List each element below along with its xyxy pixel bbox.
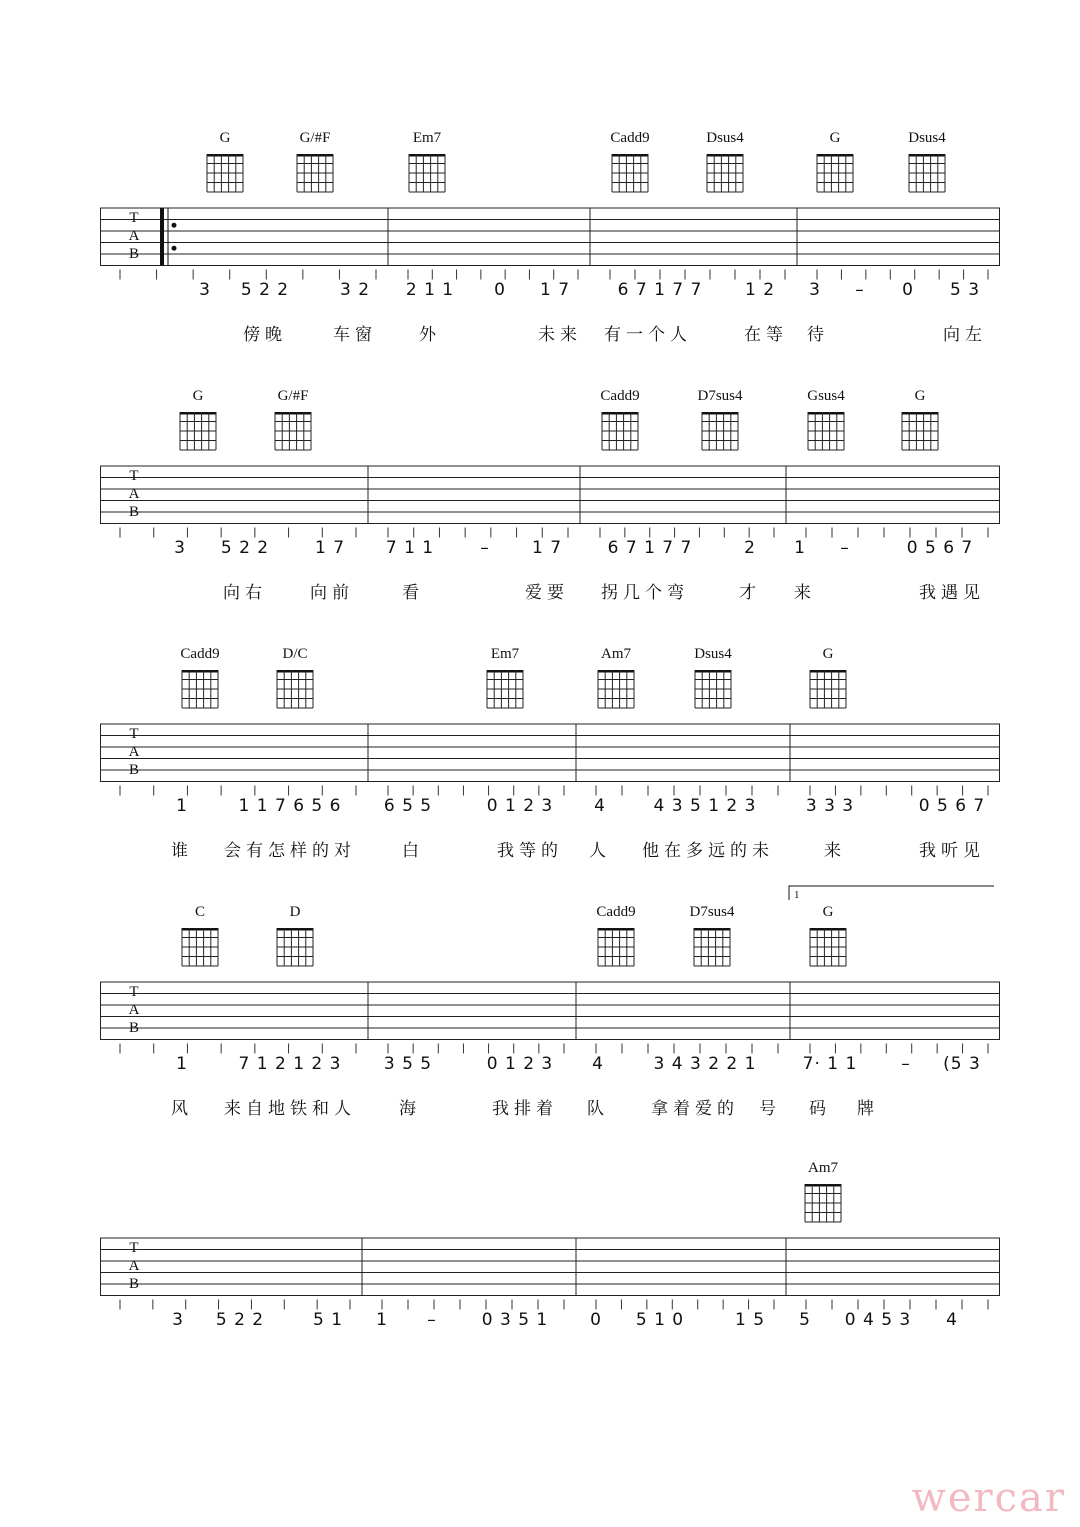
chord-diagram bbox=[798, 646, 858, 710]
jianpu-note: 0 5 6 7 bbox=[906, 538, 974, 558]
chord-diagram bbox=[890, 388, 950, 452]
chord-name: Cadd9 bbox=[600, 388, 640, 404]
jianpu-note: 7 1 2 1 2 3 bbox=[238, 1054, 342, 1074]
chord-grid-icon bbox=[176, 404, 220, 452]
tab-staff bbox=[100, 190, 1000, 290]
jianpu-note: 3 bbox=[172, 1310, 184, 1330]
chord-name: D bbox=[289, 904, 301, 920]
chord-diagram bbox=[170, 646, 230, 710]
chord-name: Dsus4 bbox=[694, 646, 732, 662]
jianpu-line bbox=[100, 1054, 1000, 1082]
lyric: 我排着 bbox=[492, 1099, 558, 1119]
jianpu-note: 3 5 5 bbox=[383, 1054, 433, 1074]
chord-name: Am7 bbox=[808, 1160, 838, 1176]
chord-name: Cadd9 bbox=[180, 646, 220, 662]
tab-clef-letter: B bbox=[128, 762, 140, 778]
jianpu-note: 1 bbox=[376, 1310, 388, 1330]
tab-clef-letter: A bbox=[128, 228, 140, 244]
tab-clef-letter: A bbox=[128, 744, 140, 760]
lyric: 才 bbox=[739, 583, 761, 603]
lyric: 谁 bbox=[171, 841, 193, 861]
lyric: 风 bbox=[171, 1099, 193, 1119]
lyric: 队 bbox=[587, 1099, 609, 1119]
jianpu-note: 5 3 bbox=[949, 280, 981, 300]
system-5 bbox=[100, 1160, 1000, 1410]
lyric: 有一个人 bbox=[604, 325, 692, 345]
chord-grid-icon bbox=[483, 662, 527, 710]
jianpu-note: 3 bbox=[809, 280, 821, 300]
chord-name: G bbox=[192, 388, 204, 404]
jianpu-note: 2 bbox=[744, 538, 756, 558]
jianpu-note: 5 1 0 bbox=[635, 1310, 685, 1330]
chord-grid-icon bbox=[293, 146, 337, 194]
chord-diagram bbox=[285, 130, 345, 194]
chord-grid-icon bbox=[405, 146, 449, 194]
lyric: 车窗 bbox=[333, 325, 377, 345]
chord-grid-icon bbox=[178, 920, 222, 968]
jianpu-note: 7 1 1 bbox=[385, 538, 435, 558]
jianpu-note: 0 bbox=[902, 280, 914, 300]
chord-diagram bbox=[265, 646, 325, 710]
tab-staff bbox=[100, 706, 1000, 806]
chord-grid-icon bbox=[608, 146, 652, 194]
jianpu-note: 3 4 3 2 2 1 bbox=[653, 1054, 757, 1074]
jianpu-note: 5 2 2 bbox=[220, 538, 270, 558]
lyric: 在等 bbox=[744, 325, 788, 345]
tab-clef-letter: A bbox=[128, 1258, 140, 1274]
tab-clef-letter: A bbox=[128, 486, 140, 502]
chord-name: C bbox=[194, 904, 205, 920]
chord-grid-icon bbox=[905, 146, 949, 194]
lyric: 待 bbox=[807, 325, 829, 345]
chord-diagram bbox=[798, 904, 858, 968]
chord-grid-icon bbox=[203, 146, 247, 194]
system-1 bbox=[100, 130, 1000, 380]
jianpu-note: 6 7 1 7 7 bbox=[617, 280, 703, 300]
chord-diagram bbox=[397, 130, 457, 194]
chord-diagram bbox=[586, 646, 646, 710]
lyric: 未来 bbox=[538, 325, 582, 345]
tab-clef-letter: T bbox=[129, 726, 139, 742]
chord-grid-icon bbox=[698, 404, 742, 452]
jianpu-note: 7· 1 1 bbox=[802, 1054, 858, 1074]
tab-clef-letter: T bbox=[129, 1240, 139, 1256]
jianpu-note: (5 3 bbox=[943, 1054, 981, 1074]
lyric: 白 bbox=[402, 841, 424, 861]
jianpu-note: 4 bbox=[592, 1054, 604, 1074]
chord-diagram bbox=[695, 130, 755, 194]
chord-diagram bbox=[683, 646, 743, 710]
chord-diagram bbox=[475, 646, 535, 710]
jianpu-note: 1 bbox=[176, 796, 188, 816]
lyrics-line bbox=[100, 1094, 1000, 1118]
jianpu-note: – bbox=[480, 538, 490, 558]
chord-grid-icon bbox=[690, 920, 734, 968]
chord-diagram bbox=[897, 130, 957, 194]
chord-diagram bbox=[265, 904, 325, 968]
jianpu-note: 1 7 bbox=[531, 538, 563, 558]
chord-grid-icon bbox=[273, 920, 317, 968]
system-4 bbox=[100, 889, 1000, 1154]
jianpu-note: – bbox=[901, 1054, 911, 1074]
chord-name: G bbox=[822, 646, 834, 662]
chord-grid-icon bbox=[594, 920, 638, 968]
jianpu-note: 1 1 7 6 5 6 bbox=[238, 796, 342, 816]
tab-staff bbox=[100, 1220, 1000, 1320]
chord-grid-icon bbox=[806, 920, 850, 968]
jianpu-note: 4 bbox=[594, 796, 606, 816]
jianpu-line bbox=[100, 796, 1000, 824]
chord-diagram bbox=[796, 388, 856, 452]
chord-diagram bbox=[195, 130, 255, 194]
lyric: 号 bbox=[759, 1099, 781, 1119]
jianpu-note: 1 7 bbox=[314, 538, 346, 558]
chord-name: D7sus4 bbox=[689, 904, 735, 920]
chord-grid-icon bbox=[801, 1176, 845, 1224]
chord-grid-icon bbox=[271, 404, 315, 452]
jianpu-note: 6 5 5 bbox=[383, 796, 433, 816]
lyric: 我等的 bbox=[497, 841, 563, 861]
lyric: 傍晚 bbox=[243, 325, 287, 345]
jianpu-note: 0 3 5 1 bbox=[481, 1310, 549, 1330]
lyric: 看 bbox=[402, 583, 424, 603]
lyric: 来 bbox=[824, 841, 846, 861]
chord-grid-icon bbox=[806, 662, 850, 710]
jianpu-line bbox=[100, 280, 1000, 308]
jianpu-note: – bbox=[840, 538, 850, 558]
tab-clef-letter: B bbox=[128, 504, 140, 520]
lyric: 拿着爱的 bbox=[651, 1099, 739, 1119]
jianpu-note: 6 7 1 7 7 bbox=[607, 538, 693, 558]
chord-diagram bbox=[793, 1160, 853, 1224]
tab-clef-letter: B bbox=[128, 1276, 140, 1292]
lyric: 我听见 bbox=[919, 841, 985, 861]
jianpu-note: 0 1 2 3 bbox=[486, 1054, 554, 1074]
chord-name: Gsus4 bbox=[807, 388, 845, 404]
tab-clef-letter: T bbox=[129, 984, 139, 1000]
chord-diagram bbox=[600, 130, 660, 194]
jianpu-note: 5 bbox=[799, 1310, 811, 1330]
tab-clef-letter: B bbox=[128, 246, 140, 262]
lyric: 爱要 bbox=[525, 583, 569, 603]
chord-diagram bbox=[263, 388, 323, 452]
volta-number: 1 bbox=[794, 889, 800, 901]
chord-grid-icon bbox=[598, 404, 642, 452]
lyric: 外 bbox=[419, 325, 441, 345]
lyric: 牌 bbox=[857, 1099, 879, 1119]
watermark: wercar bbox=[911, 1475, 1066, 1521]
jianpu-note: 3 3 3 bbox=[805, 796, 855, 816]
lyric: 会有怎样的对 bbox=[224, 841, 356, 861]
lyrics-line bbox=[100, 578, 1000, 602]
jianpu-note: 5 2 2 bbox=[215, 1310, 265, 1330]
lyric: 向左 bbox=[943, 325, 987, 345]
chord-grid-icon bbox=[813, 146, 857, 194]
jianpu-line bbox=[100, 538, 1000, 566]
tab-clef-letter: A bbox=[128, 1002, 140, 1018]
jianpu-note: 1 2 bbox=[744, 280, 776, 300]
jianpu-note: – bbox=[427, 1310, 437, 1330]
chord-name: Em7 bbox=[412, 130, 442, 146]
volta-bracket bbox=[788, 884, 998, 904]
chord-name: Cadd9 bbox=[596, 904, 636, 920]
chord-grid-icon bbox=[703, 146, 747, 194]
chord-name: Em7 bbox=[490, 646, 520, 662]
jianpu-note: 0 4 5 3 bbox=[844, 1310, 912, 1330]
jianpu-note: 1 5 bbox=[734, 1310, 766, 1330]
jianpu-note: 5 2 2 bbox=[240, 280, 290, 300]
chord-name: G bbox=[219, 130, 231, 146]
system-3 bbox=[100, 646, 1000, 896]
jianpu-note: 3 2 bbox=[339, 280, 371, 300]
chord-grid-icon bbox=[691, 662, 735, 710]
jianpu-note: 5 1 bbox=[312, 1310, 344, 1330]
lyric: 来 bbox=[794, 583, 816, 603]
chord-name: G bbox=[829, 130, 841, 146]
chord-name: G bbox=[822, 904, 834, 920]
tab-staff bbox=[100, 448, 1000, 548]
jianpu-note: 0 5 6 7 bbox=[918, 796, 986, 816]
chord-diagram bbox=[168, 388, 228, 452]
chord-grid-icon bbox=[594, 662, 638, 710]
tab-staff bbox=[100, 964, 1000, 1064]
chord-diagram bbox=[690, 388, 750, 452]
system-2 bbox=[100, 388, 1000, 638]
lyric: 人 bbox=[589, 841, 611, 861]
lyrics-line bbox=[100, 320, 1000, 344]
jianpu-note: 1 7 bbox=[539, 280, 571, 300]
jianpu-note: 4 bbox=[946, 1310, 958, 1330]
chord-diagram bbox=[682, 904, 742, 968]
chord-name: Am7 bbox=[601, 646, 631, 662]
lyric: 他在多远的未 bbox=[642, 841, 774, 861]
chord-name: Cadd9 bbox=[610, 130, 650, 146]
jianpu-note: 1 bbox=[176, 1054, 188, 1074]
jianpu-note: 2 1 1 bbox=[405, 280, 455, 300]
jianpu-note: – bbox=[855, 280, 865, 300]
chord-name: G/#F bbox=[299, 130, 331, 146]
chord-name: Dsus4 bbox=[706, 130, 744, 146]
lyrics-line bbox=[100, 836, 1000, 860]
jianpu-note: 3 bbox=[199, 280, 211, 300]
lyric: 拐几个弯 bbox=[601, 583, 689, 603]
jianpu-note: 0 bbox=[590, 1310, 602, 1330]
lyric: 向右 bbox=[223, 583, 267, 603]
lyric: 来自地铁和人 bbox=[224, 1099, 356, 1119]
jianpu-note: 0 1 2 3 bbox=[486, 796, 554, 816]
jianpu-note: 0 bbox=[494, 280, 506, 300]
tab-clef-letter: B bbox=[128, 1020, 140, 1036]
chord-grid-icon bbox=[178, 662, 222, 710]
chord-grid-icon bbox=[273, 662, 317, 710]
jianpu-note: 1 bbox=[794, 538, 806, 558]
chord-grid-icon bbox=[898, 404, 942, 452]
tab-clef-letter: T bbox=[129, 210, 139, 226]
lyric: 向前 bbox=[310, 583, 354, 603]
lyric: 码 bbox=[809, 1099, 831, 1119]
chord-name: D/C bbox=[282, 646, 308, 662]
chord-diagram bbox=[170, 904, 230, 968]
chord-name: G bbox=[914, 388, 926, 404]
jianpu-note: 3 bbox=[174, 538, 186, 558]
chord-grid-icon bbox=[804, 404, 848, 452]
chord-diagram bbox=[805, 130, 865, 194]
chord-diagram bbox=[586, 904, 646, 968]
lyric: 海 bbox=[399, 1099, 421, 1119]
lyric: 我遇见 bbox=[919, 583, 985, 603]
jianpu-line bbox=[100, 1310, 1000, 1338]
tab-clef-letter: T bbox=[129, 468, 139, 484]
jianpu-note: 4 3 5 1 2 3 bbox=[653, 796, 757, 816]
chord-name: G/#F bbox=[277, 388, 309, 404]
chord-name: Dsus4 bbox=[908, 130, 946, 146]
chord-diagram bbox=[590, 388, 650, 452]
chord-name: D7sus4 bbox=[697, 388, 743, 404]
